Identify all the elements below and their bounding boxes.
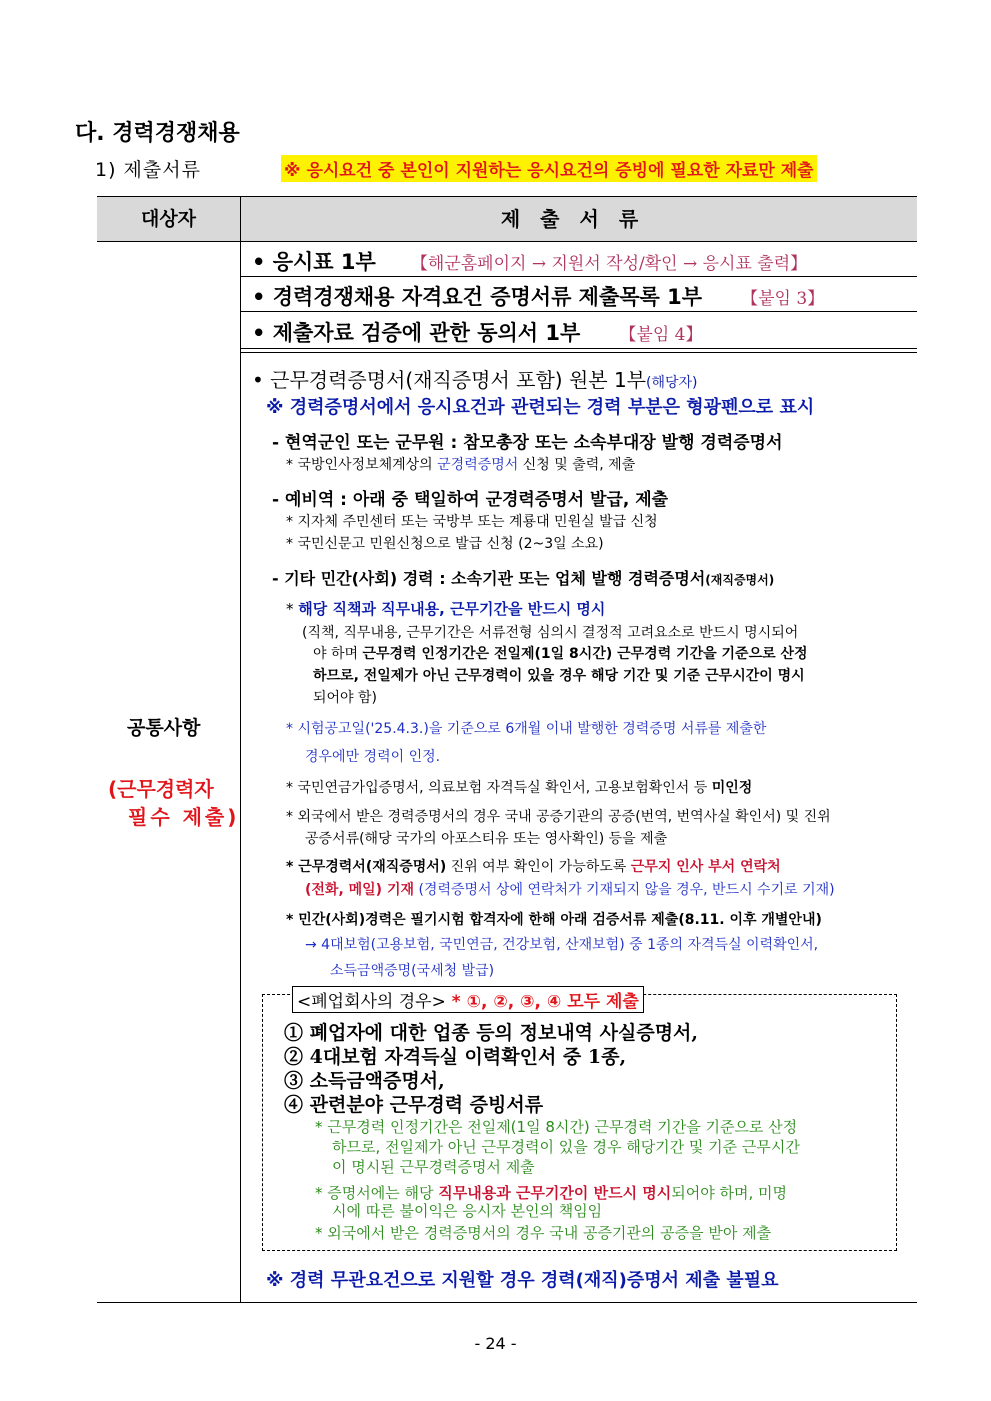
note-text: 신청 및 출력, 제출 bbox=[518, 457, 636, 473]
note-emphasis: 미인정 bbox=[711, 780, 753, 796]
closed-note-3: * 외국에서 받은 경력증명서의 경우 국내 공증기관의 공증을 받아 제출 bbox=[315, 1224, 772, 1242]
civil-title-text: - 기타 민간(사회) 경력 : 소속기관 또는 업체 발행 경력증명서 bbox=[272, 569, 706, 588]
item-reference: 【붙임 3】 bbox=[741, 289, 825, 309]
box-title-text: <폐업회사의 경우> bbox=[297, 992, 446, 1012]
reserve-note-1: * 지자체 주민센터 또는 국방부 또는 계룡대 민원실 발급 신청 bbox=[286, 514, 658, 530]
item-reference: 【붙임 4】 bbox=[619, 325, 703, 345]
private-career-note: * 민간(사회)경력은 필기시험 합격자에 한해 아래 검증서류 제출(8.11. 이후 개별안내) bbox=[286, 912, 822, 928]
private-career-docs-2: 소득금액증명(국세청 발급) bbox=[330, 963, 495, 979]
civil-note-text: 해당 직책과 직무내용, 근무기간을 반드시 명시 bbox=[298, 600, 606, 618]
row-divider bbox=[241, 276, 917, 277]
note-text: * 국민연금가입증명서, 의료보험 자격득실 확인서, 고용보험확인서 등 bbox=[286, 780, 712, 796]
civil-title-note: (재직증명서) bbox=[705, 573, 775, 587]
paragraph-text: 야 하며 bbox=[313, 646, 363, 662]
document-item-consent bbox=[252, 317, 702, 347]
contact-note-2 bbox=[305, 879, 835, 899]
subsection-note: ※ 응시요건 중 본인이 지원하는 응시요건의 증빙에 필요한 자료만 제출 bbox=[281, 155, 817, 182]
active-duty-note bbox=[286, 454, 635, 474]
note-red: 직무내용과 근무기간이 반드시 명시 bbox=[438, 1184, 672, 1202]
civil-title bbox=[272, 566, 774, 589]
row-divider bbox=[241, 348, 917, 349]
document-item-qualification-list bbox=[252, 281, 824, 311]
closed-item-4: ④ 관련분야 근무경력 증빙서류 bbox=[284, 1094, 544, 1116]
item-label: • 제출자료 검증에 관한 동의서 1부 bbox=[252, 321, 581, 345]
closed-company-title bbox=[292, 986, 644, 1013]
reserve-note-2: * 국민신문고 민원신청으로 발급 신청 (2~3일 소요) bbox=[286, 536, 604, 552]
closed-note-1a: * 근무경력 인정기간은 전일제(1일 8시간) 근무경력 기간을 기준으로 산정 bbox=[315, 1118, 798, 1136]
row-divider bbox=[241, 311, 917, 312]
private-career-docs-1: → 4대보험(고용보험, 국민연금, 건강보험, 산재보험) 중 1종의 자격득실 이력확인서, bbox=[305, 937, 819, 953]
table-header-row bbox=[97, 196, 917, 242]
closed-item-1: ① 폐업자에 대한 업종 등의 정보내역 사실증명서, bbox=[284, 1022, 699, 1044]
paragraph-emphasis: 근무경력 인정기간은 전일제(1일 8시간) 근무경력 기간을 기준으로 산정 bbox=[362, 646, 808, 662]
career-certificate-heading bbox=[252, 364, 698, 393]
highlight-note: ※ 경력증명서에서 응시요건과 관련되는 경력 부분은 형광펜으로 표시 bbox=[266, 397, 815, 418]
closed-note-1c: 이 명시된 근무경력증명서 제출 bbox=[332, 1158, 535, 1176]
note-text: 되어야 하며, 미명 bbox=[671, 1184, 788, 1202]
row-divider bbox=[241, 352, 917, 353]
row-label-common: 공통사항 bbox=[127, 717, 201, 739]
reserve-title: - 예비역 : 아래 중 택일하여 군경력증명서 발급, 제출 bbox=[272, 490, 669, 510]
document-item-exam-ticket bbox=[252, 246, 807, 276]
note-red: (전화, 메일) 기재 bbox=[305, 882, 415, 898]
career-heading-note: (해당자) bbox=[646, 375, 698, 391]
civil-paragraph-4: 되어야 함) bbox=[313, 690, 378, 706]
column-divider bbox=[240, 196, 241, 1303]
bullet: * bbox=[286, 600, 299, 618]
item-label: • 경력경쟁채용 자격요건 증명서류 제출목록 1부 bbox=[252, 285, 703, 309]
exam-date-note-1: * 시험공고일('25.4.3.)을 기준으로 6개월 이내 발행한 경력증명 서류를 제출한 bbox=[286, 721, 767, 737]
note-red: 근무지 인사 부서 연락처 bbox=[630, 859, 781, 875]
civil-note bbox=[286, 598, 605, 619]
note-text: * 증명서에는 해당 bbox=[315, 1184, 439, 1202]
active-duty-title: - 현역군인 또는 군무원 : 참모총장 또는 소속부대장 발행 경력증명서 bbox=[272, 433, 783, 453]
exam-date-note-2: 경우에만 경력이 인정. bbox=[305, 749, 441, 765]
closed-item-3: ③ 소득금액증명서, bbox=[284, 1070, 445, 1092]
civil-paragraph-3: 하므로, 전일제가 아닌 근무경력이 있을 경우 해당 기간 및 기준 근무시간이 명시 bbox=[313, 668, 805, 684]
item-reference: 【해군홈페이지 → 지원서 작성/확인 → 응시표 출력】 bbox=[410, 254, 808, 274]
civil-paragraph-2 bbox=[313, 643, 808, 663]
box-title-red: * ①, ②, ③, ④ 모두 제출 bbox=[445, 992, 639, 1012]
item-label: • 응시표 1부 bbox=[252, 250, 376, 274]
page-number: - 24 - bbox=[474, 1334, 517, 1353]
table-bottom-border bbox=[97, 1302, 917, 1303]
note-emphasis: * 근무경력서(재직증명서) bbox=[286, 859, 447, 875]
footer-note: ※ 경력 무관요건으로 지원할 경우 경력(재직)증명서 제출 불필요 bbox=[266, 1270, 779, 1291]
closed-note-2b: 시에 따른 불이익은 응시자 본인의 책임임 bbox=[332, 1202, 603, 1220]
civil-paragraph-1: (직책, 직무내용, 근무기간은 서류전형 심의시 결정적 고려요소로 반드시 명시되어 bbox=[302, 625, 799, 641]
foreign-note-2: 공증서류(해당 국가의 아포스티유 또는 영사확인) 등을 제출 bbox=[305, 831, 668, 847]
note-text: * 국방인사정보체계상의 bbox=[286, 457, 438, 473]
header-documents: 제출서류 bbox=[500, 207, 659, 231]
closed-note-1b: 하므로, 전일제가 아닌 근무경력이 있을 경우 해당기간 및 기준 근무시간 bbox=[332, 1138, 800, 1156]
row-label-requirement-2: 필수 제출) bbox=[128, 805, 240, 829]
header-target: 대상자 bbox=[140, 208, 197, 230]
contact-note-1 bbox=[286, 856, 781, 876]
row-label-requirement: (근무경력자 bbox=[108, 777, 214, 801]
foreign-note-1: * 외국에서 받은 경력증명서의 경우 국내 공증기관의 공증(번역, 번역사실 확인서) 및 진위 bbox=[286, 809, 831, 825]
subsection-title: 1) 제출서류 bbox=[95, 159, 201, 181]
section-title: 다. 경력경쟁채용 bbox=[75, 121, 240, 146]
note-text: 진위 여부 확인이 가능하도록 bbox=[446, 859, 631, 875]
pension-note bbox=[286, 777, 752, 797]
note-blue: (경력증명서 상에 연락처가 기재되지 않을 경우, 반드시 수기로 기재) bbox=[414, 882, 835, 898]
career-heading-text: • 근무경력증명서(재직증명서 포함) 원본 1부 bbox=[252, 368, 646, 392]
note-emphasis: 군경력증명서 bbox=[437, 457, 519, 473]
closed-item-2: ② 4대보험 자격득실 이력확인서 중 1종, bbox=[284, 1046, 627, 1068]
